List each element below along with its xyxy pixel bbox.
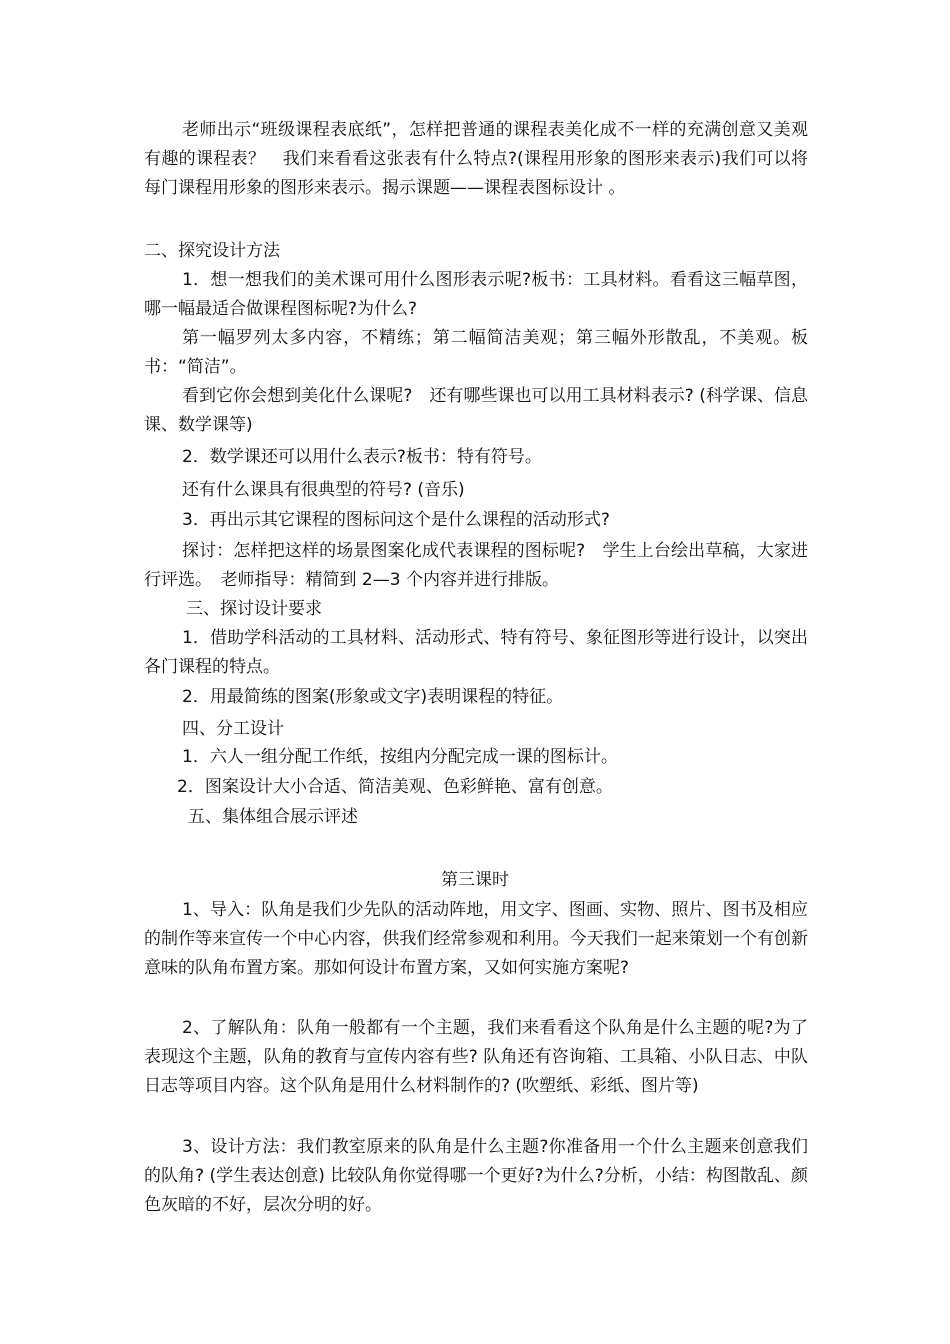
heading-explore-method: 二、探究设计方法 <box>144 241 280 261</box>
paragraph-division-2: 2．图案设计大小合适、简洁美观、色彩鲜艳、富有创意。 <box>177 777 613 797</box>
paragraph-three-sketches: 第一幅罗列太多内容，不精练；第二幅简洁美观；第三幅外形散乱，不美观。板书：“简洁”。 <box>144 328 808 377</box>
paragraph-intro-corner: 1、导入：队角是我们少先队的活动阵地，用文字、图画、实物、照片、图书及相应的制作等来宣传一个中心内容，供我们经常参观和利用。今天我们一起来策划一个有创新意味的队角布置方案。那如何设计布置方案，又如何实施方案呢? <box>144 900 808 978</box>
paragraph-design-method: 3、设计方法：我们教室原来的队角是什么主题?你准备用一个什么主题来创意我们的队角? (学生表达创意) 比较队角你觉得哪一个更好?为什么?分析，小结：构图散乱、颜色灰暗的不好，层次分明的好。 <box>144 1137 808 1215</box>
paragraph-activity-form: 3．再出示其它课程的图标问这个是什么课程的活动形式? <box>182 510 610 530</box>
heading-division-design: 四、分工设计 <box>182 719 284 739</box>
paragraph-discussion: 探讨：怎样把这样的场景图案化成代表课程的图标呢? 学生上台绘出草稿，大家进行评选。 老师指导：精简到 2—3 个内容并进行排版。 <box>144 541 808 590</box>
paragraph-music-symbol: 还有什么课具有很典型的符号? (音乐) <box>182 480 465 500</box>
intro-paragraph: 老师出示“班级课程表底纸”，怎样把普通的课程表美化成不一样的充满创意又美观有趣的课程表？ 我们来看看这张表有什么特点?(课程用形象的图形来表示)我们可以将每门课程用形象的图形来表示。揭示课题——课程表图标设计 。 <box>144 120 808 198</box>
paragraph-tool-material-classes: 看到它你会想到美化什么课呢? 还有哪些课也可以用工具材料表示? (科学课、信息课、数学课等) <box>144 386 808 435</box>
paragraph-art-class-icon: 1．想一想我们的美术课可用什么图形表示呢?板书：工具材料。看看这三幅草图，哪一幅最适合做课程图标呢?为什么? <box>144 270 808 319</box>
paragraph-math-symbol: 2．数学课还可以用什么表示?板书：特有符号。 <box>182 447 542 467</box>
paragraph-requirement-1: 1．借助学科活动的工具材料、活动形式、特有符号、象征图形等进行设计，以突出各门课程的特点。 <box>144 628 808 677</box>
heading-design-requirements: 三、探讨设计要求 <box>186 599 322 619</box>
paragraph-division-1: 1．六人一组分配工作纸，按组内分配完成一课的图标计。 <box>182 747 618 767</box>
heading-group-display: 五、集体组合展示评述 <box>188 807 358 827</box>
paragraph-requirement-2: 2．用最简练的图案(形象或文字)表明课程的特征。 <box>182 687 564 707</box>
paragraph-understand-corner: 2、了解队角：队角一般都有一个主题，我们来看看这个队角是什么主题的呢?为了表现这个主题，队角的教育与宣传内容有些? 队角还有咨询箱、工具箱、小队日志、中队日志等项目内容。这个队角是用什么材料制作的? (吹塑纸、彩纸、图片等) <box>144 1018 808 1096</box>
lesson-three-title: 第三课时 <box>441 870 509 890</box>
